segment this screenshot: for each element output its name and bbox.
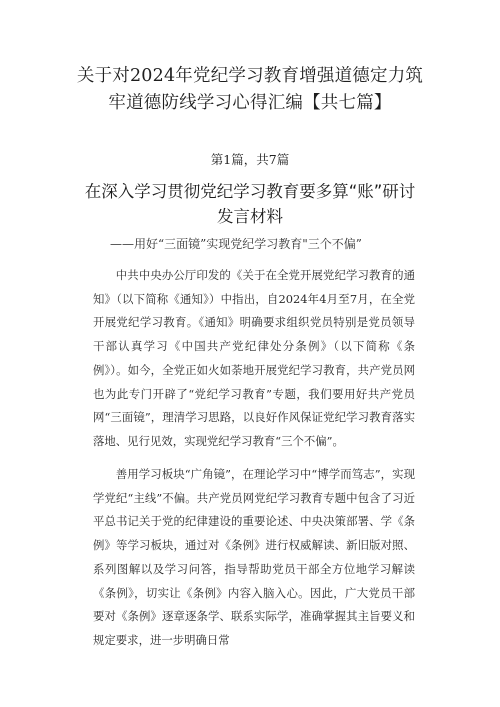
body-paragraph: 善用学习板块“广角镜”，在理论学习中“博学而笃志”，实现学党纪“主线”不偏。共产党员网党纪学习教育专题中包含了习近平总书记关于党的纪律建设的重要论述、中央决策部署、学《条例》等学习板块，通过对《条例》进行权威解读、新旧版对照、系列图解以及学习问答，指导帮助党员干部全方位地学习解读《条例》，切实让《条例》内容入脑入心。因此，广大党员干部要对《条例》逐章逐条学、联系实际学，准确掌握其主旨要义和规定要求，进一步明确日常 [93, 467, 415, 647]
section-label: 第1篇，共7篇 [210, 152, 290, 167]
body-paragraph: 中共中央办公厅印发的《关于在全党开展党纪学习教育的通知》（以下简称《通知》）中指出，自2024年4月至7月，在全党开展党纪学习教育。《通知》明确要求组织党员特别是党员领导干部认真学习《中国共产党纪律处分条例》（以下简称《条例》）。如今，全党正如火如荼地开展党纪学习教育，共产党员网也为此专门开辟了“党纪学习教育”专题，我们要用好共产党员网“三面镜”，理清学习思路，以良好作风保证党纪学习教育落实落地、见行见效，实现党纪学习教育“三个不偏”。 [93, 268, 415, 448]
document-title: 关于对2024年党纪学习教育增强道德定力筑牢道德防线学习心得汇编【共七篇】 [76, 66, 424, 113]
article-subtitle: ——用好“三面镜”实现党纪学习教育"三个不偏” [110, 237, 362, 251]
article-title: 在深入学习贯彻党纪学习教育要多算“账”研讨发言材料 [84, 182, 416, 226]
